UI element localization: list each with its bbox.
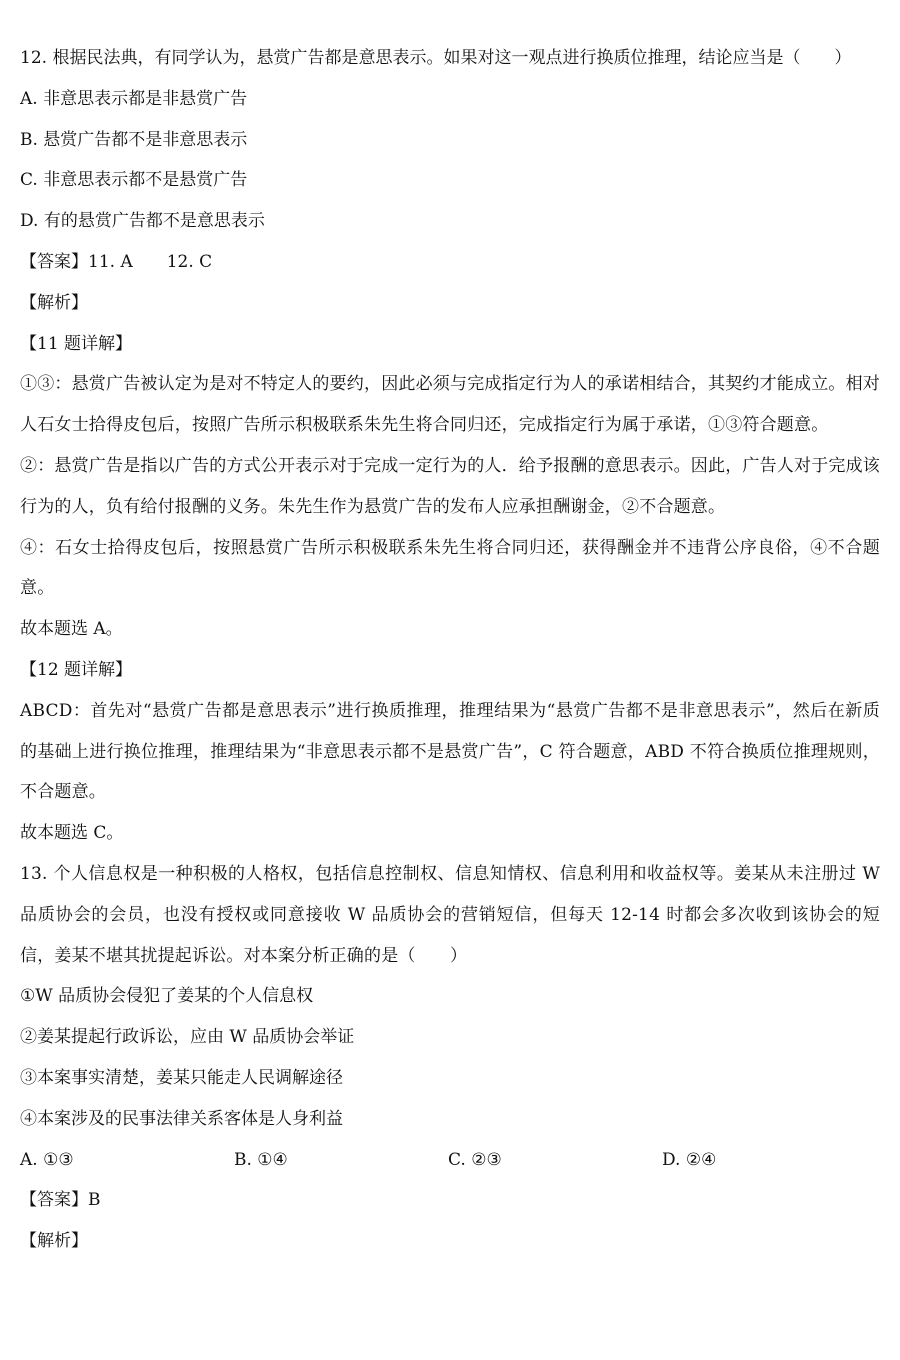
question-12-option-c: C. 非意思表示都不是悬赏广告 (20, 170, 248, 191)
detail-12-conclusion: 故本题选 C。 (20, 823, 124, 844)
question-13-analysis-label: 【解析】 (20, 1231, 88, 1252)
detail-11-paragraph-2: ②：悬赏广告是指以广告的方式公开表示对于完成一定行为的人．给予报酬的意思表示。因此，广告人对于完成该行为的人，负有给付报酬的义务。朱先生作为悬赏广告的发布人应承担酬谢金，②不合题意。 (20, 455, 880, 517)
document-page (20, 38, 880, 1262)
analysis-label: 【解析】 (20, 292, 88, 313)
question-12-stem: 12. 根据民法典，有同学认为，悬赏广告都是意思表示。如果对这一观点进行换质位推理，结论应当是（ ） (20, 48, 852, 68)
question-13-statement-4: ④本案涉及的民事法律关系客体是人身利益 (20, 1108, 343, 1129)
detail-11-paragraph-3: ④：石女士拾得皮包后，按照悬赏广告所示积极联系朱先生将合同归还，获得酬金并不违背公序良俗，④不合题意。 (20, 537, 880, 599)
question-13-option-b: B. ①④ (234, 1149, 288, 1170)
detail-11-paragraph-1: ①③：悬赏广告被认定为是对不特定人的要约，因此必须与完成指定行为人的承诺相结合，其契约才能成立。相对人石女士拾得皮包后，按照广告所示积极联系朱先生将合同归还，完成指定行为属于承诺，①③符合题意。 (20, 374, 880, 436)
question-13-stem: 13. 个人信息权是一种积极的人格权，包括信息控制权、信息知情权、信息利用和收益权等。姜某从未注册过 W 品质协会的会员，也没有授权或同意接收 W 品质协会的营销短信，但每天 12-14 时都会多次收到该协会的短信，姜某不堪其扰提起诉讼。对本案分析正确的是（ ） (20, 863, 880, 966)
detail-12-header: 【12 题详解】 (20, 659, 133, 680)
answer-11-12: 【答案】11. A 12. C (20, 251, 213, 272)
question-13-option-d: D. ②④ (662, 1149, 717, 1170)
detail-11-header: 【11 题详解】 (20, 333, 133, 354)
question-13-statement-1: ①W 品质协会侵犯了姜某的个人信息权 (20, 986, 314, 1007)
question-13-answer: 【答案】B (20, 1190, 101, 1211)
question-13-option-a: A. ①③ (20, 1149, 74, 1170)
question-13-statement-2: ②姜某提起行政诉讼，应由 W 品质协会举证 (20, 1027, 355, 1048)
detail-12-paragraph-1: ABCD：首先对“悬赏广告都是意思表示”进行换质推理，推理结果为“悬赏广告都不是非意思表示”，然后在新质的基础上进行换位推理，推理结果为“非意思表示都不是悬赏广告”，C 符合题意，ABD 不符合换质位推理规则，不合题意。 (20, 700, 880, 803)
question-13-options (20, 1140, 880, 1181)
detail-11-conclusion: 故本题选 A。 (20, 619, 123, 640)
question-12-option-b: B. 悬赏广告都不是非意思表示 (20, 129, 248, 150)
question-12-option-a: A. 非意思表示都是非悬赏广告 (20, 88, 248, 109)
question-13-option-c: C. ②③ (448, 1149, 502, 1170)
question-12-option-d: D. 有的悬赏广告都不是意思表示 (20, 211, 265, 232)
question-13-statement-3: ③本案事实清楚，姜某只能走人民调解途径 (20, 1067, 343, 1088)
